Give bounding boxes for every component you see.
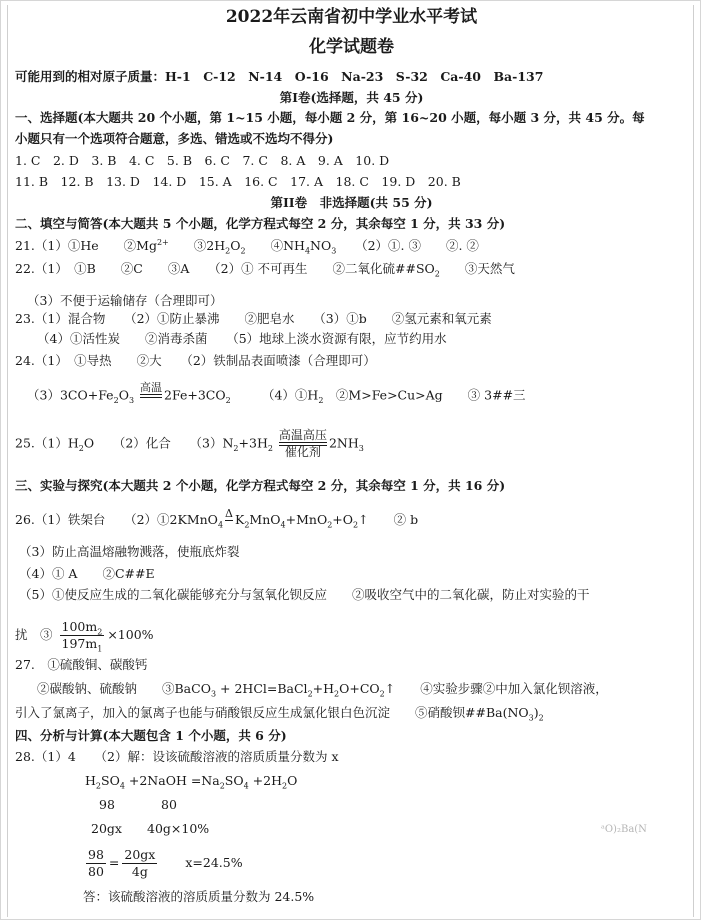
q28-molar-mass-2: 80 bbox=[161, 797, 177, 812]
right-edge-line bbox=[693, 5, 694, 917]
q26-line-2: （3）防止高温熔融物溅落，使瓶底炸裂 bbox=[19, 544, 240, 559]
q28-answer: 答：该硫酸溶液的溶质质量分数为 24.5% bbox=[83, 889, 315, 904]
reaction-condition-catalyst: 高温高压 催化剂 bbox=[278, 428, 327, 459]
reaction-condition-heat: 高温 bbox=[140, 381, 162, 411]
q25-line: $25.(1)H_2O$ （2）化合 $(3)N_2+3H_2$ 高温高压 催化剂 $2NH_3$ bbox=[15, 428, 364, 459]
q28-mass-1: 20gx bbox=[91, 821, 122, 836]
q23-line-1: 23.（1）混合物 （2）①防止暴沸 ②肥皂水 （3）①b ②氢元素和氧元素 bbox=[15, 311, 492, 326]
left-edge-line bbox=[7, 5, 8, 917]
section1-header-a: 一、选择题(本大题共 20 个小题，第 1~15 小题，每小题 2 分，第 16~20 小题，每小题 3 分，共 45 分。每 bbox=[15, 110, 645, 125]
q21-line: 21.（1）①He $②Mg^{2+}$ $③2H_2O_2$ $④NH_4NO_3$ （2）①. ③ ②. ② bbox=[15, 237, 479, 256]
q28-molar-mass-1: 98 bbox=[99, 797, 115, 812]
section1-header-b: 小题只有一个选项符合题意，多选、错选或不选均不得分) bbox=[15, 131, 334, 146]
watermark-noise: ᵃO)₂Ba(N bbox=[601, 824, 647, 835]
page-title: 2022年云南省初中学业水平考试 bbox=[225, 7, 478, 27]
q26-line-3: （4）① A ②C##E bbox=[19, 566, 155, 581]
q28-line-1: 28.（1）4 （2）解：设该硫酸溶液的溶质质量分数为 x bbox=[15, 749, 339, 764]
q28-mass-2: 40g×10% bbox=[147, 821, 210, 836]
atomic-masses: 可能用到的相对原子质量：H-1 C-12 N-14 O-16 Na-23 S-32 Ca-40 Ba-137 bbox=[15, 69, 544, 84]
proportion-fraction-left: $\frac{98}{80}$ bbox=[88, 847, 104, 879]
section2-header: 二、填空与简答(本大题共 5 个小题，化学方程式每空 2 分，其余每空 1 分，共 33 分) bbox=[15, 216, 506, 231]
part1-header: 第Ⅰ卷(选择题，共 45 分) bbox=[279, 90, 424, 105]
q26-line-1: 26.（1）铁架台 （2）①2KMnO$_4$ Δ $K_2MnO_4+MnO_2+O_2↑$ ② b bbox=[15, 507, 418, 534]
q23-line-2: （4）①活性炭 ②消毒杀菌 （5）地球上淡水资源有限，应节约用水 bbox=[37, 331, 447, 346]
q27-line-2: ②碳酸钠、硫酸钠 ③BaCO$_3$ + $2HCl=BaCl_2+H_2O+CO_2↑$ ④实验步骤②中加入氯化钡溶液， bbox=[37, 681, 608, 699]
q22-line-1: 22.（1） ①B ②C ③A （2）① 不可再生 ②二氧化硫$\#\#SO_2$ ③天然气 bbox=[15, 261, 515, 279]
page-subtitle: 化学试题卷 bbox=[309, 37, 394, 57]
q26-line-4: （5）①使反应生成的二氧化碳能够充分与氢氧化钡反应 ②吸收空气中的二氧化碳，防止对实验的干 bbox=[19, 587, 590, 602]
q28-equation: $H_2SO_4$ +2NaOH $=Na_2SO_4 +2H_2O$ bbox=[85, 773, 298, 791]
section3-header: 三、实验与探究(本大题共 2 个小题，化学方程式每空 2 分，其余每空 1 分，共 16 分) bbox=[15, 478, 506, 493]
q27-line-3: 引入了氯离子，加入的氯离子也能与硝酸银反应生成氯化银白色沉淀 ⑤硝酸钡$\#\#Ba(NO_3)_2$ bbox=[15, 705, 544, 723]
answers-row-1: 1. C 2. D 3. B 4. C 5. B 6. C 7. C 8. A 9. A 10. D bbox=[15, 153, 390, 168]
reaction-condition-delta: Δ bbox=[225, 507, 233, 520]
q24-line-2: $(3)3CO+Fe_2O_3$ 高温 $2Fe+3CO_2$ $(4)①H_2$ ②M>Fe>Cu>Ag ③ 3##三 bbox=[27, 381, 526, 411]
q26-line-5: 扰 ③ $\frac{100m_2}{197m_1}$ ×100% bbox=[15, 619, 154, 654]
q24-line-1: 24.（1） ①导热 ②大 （2）铁制品表面喷漆（合理即可） bbox=[15, 353, 376, 368]
section4-header: 四、分析与计算(本大题包含 1 个小题，共 6 分) bbox=[15, 728, 287, 743]
part2-header: 第II卷 非选择题(共 55 分) bbox=[270, 195, 433, 210]
proportion-fraction-right: $\frac{20gx}{4g}$ bbox=[124, 847, 156, 879]
q27-line-1: 27. ①硫酸铜、碳酸钙 bbox=[15, 657, 148, 672]
answers-row-2: 11. B 12. B 13. D 14. D 15. A 16. C 17. A 18. C 19. D 20. B bbox=[15, 174, 461, 189]
yield-fraction: $\frac{100m_2}{197m_1}$ bbox=[61, 619, 103, 654]
q28-proportion: $\frac{98}{80}$ = $\frac{20gx}{4g}$ x=24.5% bbox=[88, 847, 243, 879]
q22-line-2: （3）不便于运输储存（合理即可） bbox=[27, 293, 223, 308]
